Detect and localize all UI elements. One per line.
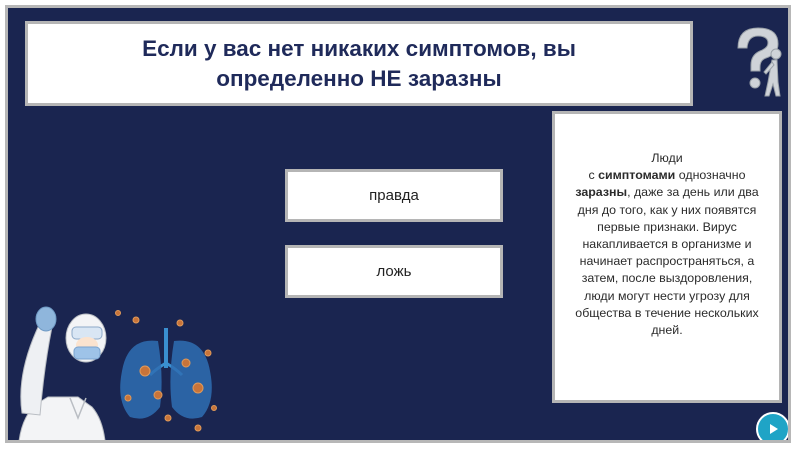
question-title-box bbox=[25, 21, 693, 106]
answer-false-button[interactable] bbox=[285, 245, 503, 298]
explanation-part1: Люди bbox=[651, 151, 683, 165]
play-next-icon bbox=[765, 421, 781, 437]
doctor-lungs-illustration bbox=[8, 293, 258, 443]
explanation-part4: , даже за день или два дня до того, как у них появятся первые признаки. Вирус накапливается в организме и начинает распространяться, а затем, после выздоровления, люди могут нести угрозу для общества в течение нескольких дней. bbox=[575, 185, 759, 338]
explanation-bold2: заразны bbox=[575, 185, 628, 200]
question-title-line2: определенно НЕ заразны bbox=[216, 65, 502, 91]
explanation-part3: однозначно bbox=[675, 168, 746, 183]
slide-frame bbox=[5, 5, 791, 443]
next-slide-button[interactable] bbox=[756, 412, 790, 443]
explanation-part2: с bbox=[588, 168, 599, 183]
explanation-bold1: симптомами bbox=[598, 168, 676, 183]
answer-true-label: правда bbox=[369, 187, 419, 204]
explanation-box bbox=[552, 111, 782, 403]
doctor-icon bbox=[18, 307, 106, 443]
question-figure-icon bbox=[724, 20, 791, 100]
answer-true-button[interactable] bbox=[285, 169, 503, 222]
answer-false-label: ложь bbox=[376, 263, 412, 280]
question-title bbox=[102, 34, 616, 94]
question-title-line1: Если у вас нет никаких симптомов, вы bbox=[142, 35, 576, 61]
lungs-icon bbox=[120, 328, 212, 419]
